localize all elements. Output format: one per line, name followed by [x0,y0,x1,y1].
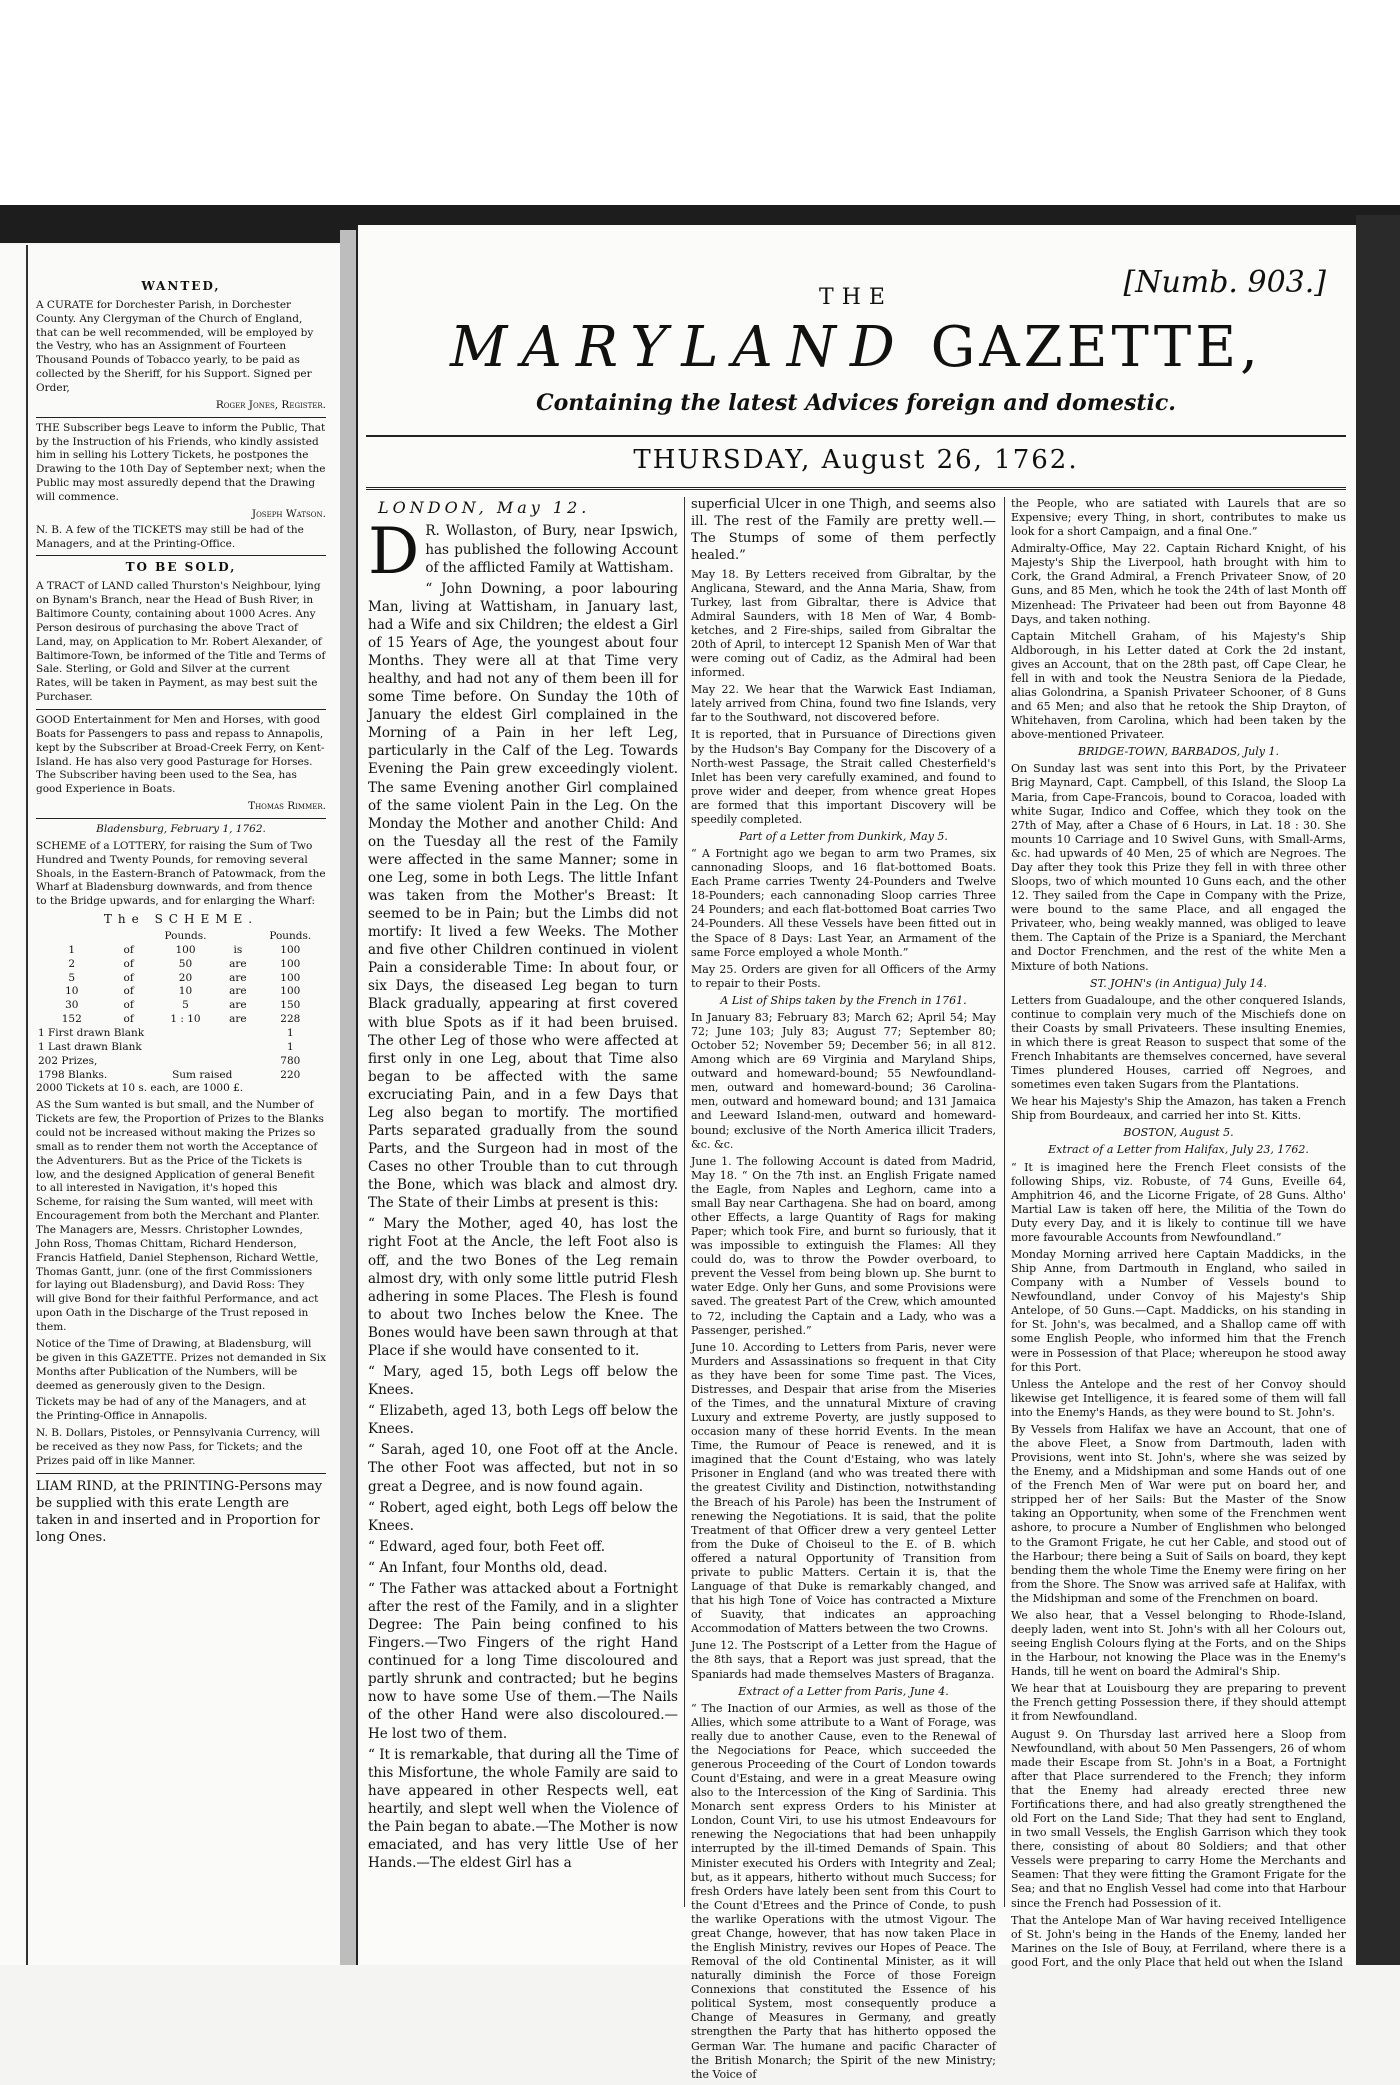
article-paragraph: Monday Morning arrived here Captain Maddicks, in the Ship Anne, from Dartmouth in England, who sailed in Company with a Number of Vessels bound to Newfoundland, under Convoy of his Majesty's Ship Antelope, of 50 Guns.—Capt. Maddicks, on his standing in for St. John's, was becalmed, and a Shallop came off with some English People, who informed him that the French were in Possession of that Place; whereupon he stood away for this Port. [1011,1247,1346,1374]
masthead-double-rule [366,487,1346,490]
to-be-sold-heading: TO BE SOLD, [125,560,237,575]
divider [36,555,326,556]
scheme-amount: 1 : 10 [170,1013,201,1026]
scheme-count: 1 [68,943,76,956]
masthead-rule [366,435,1346,437]
article-paragraph: Letters from Guadaloupe, and the other conquered Islands, continue to complain very much of the Mischiefs done on their Coasts by small Privateers. These insulting Enemies, in which there is great Reason to suspect that some of the French Inhabitants are themselves concerned, have several Times plundered Houses, carried off Negroes, and sometimes even taken Sugars from the Plantations. [1011,993,1346,1092]
divider [36,818,326,819]
scheme-row [36,944,326,958]
article-paragraph: We also hear, that a Vessel belonging to Rhode-Island, deeply laden, went into St. John's with all her Colours out, seeing English Colours flying at the Forts, and on the Ships in the Harbour, not knowing the Place was in the Enemy's Hands, till he went on board the Admiral's Ship. [1011,1608,1346,1679]
scheme-total: 150 [280,999,301,1012]
article-paragraph: June 12. The Postscript of a Letter from the Hague of the 8th says, that a Report was just spread, that the Spaniards had made themselves Masters of Braganza. [691,1639,996,1681]
article-paragraph: the People, who are satiated with Laurels that are so Expensive; every Thing, in short, contributes to make us look for a short Campaign, and a final One.” [1011,497,1346,539]
scheme-last-blank-value: 1 [286,1040,294,1053]
scheme-header-row [36,930,326,944]
masthead-title-maryland: MARYLAND [450,315,909,380]
section-heading: Extract of a Letter from Halifax, July 23, 1762. [1048,1143,1309,1157]
page-top-background [0,0,1400,225]
london-dateline: LONDON, May 12. [378,498,591,517]
article-paragraph: “ Mary the Mother, aged 40, has lost the right Foot at the Ancle, the left Foot also is off, and the two Bones of the Leg remain almost dry, with only some little putrid Flesh adhering in some Places. The Flesh is found to about two Inches below the Knee. The Bones would have been sawn through at that Place if she would have consented to it. [368,1216,678,1359]
scheme-of: of [123,957,134,970]
article-paragraph: That the Antelope Man of War having received Intelligence of St. John's being in the Hands of the Enemy, landed her Marines on the Isle of Bouy, at Ferriland, where there is a good Fort, and the only Place that held out when the Island [1011,1913,1346,1969]
article-paragraph: “ Edward, aged four, both Feet off. [368,1538,605,1555]
ferry-signature: Thomas Rimmer. [248,800,326,813]
wattisham-intro-text: R. Wollaston, of Bury, near Ipswich, has published the following Account of the afflicted Family at Wattisham. [425,523,678,576]
scheme-drawing-notice: Notice of the Time of Drawing, at Bladensburg, will be given in this GAZETTE. Prizes not demanded in Six Months after Publication of the Numbers, will be deemed as generously given to the Design. [36,1337,326,1392]
article-paragraph: June 1. The following Account is dated from Madrid, May 18. “ On the 7th inst. an English Frigate named the Eagle, from Naples and Leghorn, came into a small Bay near Carthagena. She had on board, among other Effects, a large Quantity of Rags for making Paper; which took Fire, and burnt so furiously, that it was impossible to extinguish the Flames: All they could do, was to throw the Powder overboard, to prevent the Vessel from being blown up. She burnt to water Edge. Only her Guns, and some Provisions were saved. The greatest Part of the Crew, which amounted to 72, including the Captain and a Lady, who was a Passenger, perished.” [691,1154,996,1337]
scheme-are: is [233,943,243,956]
scheme-first-blank: 1 First drawn Blank [38,1027,145,1040]
right-page [356,225,1356,2081]
scheme-body: AS the Sum wanted is but small, and the Number of Tickets are few, the Proportion of Prizes to the Blanks could not be increased without making the Prizes so small as to render them not worth the Acceptance of the Adventurers. But as the Price of the Tickets is low, and the designed Application of general Benefit to all interested in Navigation, it's hoped this Scheme, for raising the Sum wanted, will meet with Encouragement from both the Merchant and Planter. The Managers are, Messrs. Christopher Lowndes, John Ross, Thomas Chittam, Richard Henderson, Francis Hatfield, Daniel Stephenson, Richard Wettle, Thomas Gantt, junr. (one of the first Commissioners for laying out Bladensburg), and David Ross: They will give Bond for their faithful Performance, and act upon Oath in the Discharge of the Trust reposed in them. [36,1099,324,1334]
column-1 [368,497,678,1875]
article-paragraph: May 25. Orders are given for all Officers of the Army to repair to their Posts. [691,962,996,990]
scheme-total: 228 [280,1013,301,1026]
article-paragraph: We hear his Majesty's Ship the Amazon, has taken a French Ship from Bourdeaux, and carried her into St. Kitts. [1011,1095,1346,1123]
article-paragraph: “ It is remarkable, that during all the Time of this Misfortune, the whole Family are said to have appeared in other Respects well, eat heartily, and slept well when the Violence of the Pain began to abate.—The Mother is now emaciated, and has very little Use of her Hands.—The eldest Girl has a [368,1746,678,1872]
scheme-are: are [229,957,247,970]
article-paragraph: “ A Fortnight ago we began to arm two Prames, six cannonading Sloops, and 16 flat-bottomed Boats. Each Prame carries Twenty 24-Pounders and Twelve 18-Pounders; each cannonading Sloop carries Three 24 Pounders; and each flat-bottomed Boat carries Two 24-Pounders. All these Vessels have been fitted out in the Space of 8 Days: Last Year, an Armament of the same Force employed a whole Month.” [691,847,996,959]
article-paragraph: May 18. By Letters received from Gibraltar, by the Anglicana, Steward, and the Anna Maria, Shaw, from Turkey, last from Gibraltar, there is Advice that Admiral Saunders, with 18 Men of War, 4 Bomb-ketches, and 2 Fire-ships, sailed from Gibraltar the 20th of April, to intercept 12 Spanish Men of War that were coming out of Cadiz, as the Admiral had been informed. [691,567,996,680]
lottery-nb: N. B. A few of the TICKETS may still be had of the Managers, and at the Printing-Office. [36,523,304,550]
article-paragraph: We hear that at Louisbourg they are preparing to prevent the French getting Possession there, if they should attempt it from Newfoundland. [1011,1682,1346,1724]
section-heading: BRIDGE-TOWN, BARBADOS, July 1. [1078,745,1279,759]
wattisham-intro [368,515,678,590]
article-paragraph: superficial Ulcer in one Thigh, and seems also ill. The rest of the Family are pretty well.—The Stumps of some of them perfectly healed.” [691,497,996,563]
scheme-col-pounds-total: Pounds. [269,930,312,942]
masthead-title [356,315,1356,380]
scheme-total: 100 [280,957,301,970]
scheme-first-blank-value: 1 [286,1027,294,1040]
scheme-of: of [123,971,134,984]
column-rule [684,497,685,1907]
article-paragraph: “ John Downing, a poor labouring Man, living at Wattisham, in January last, had a Wife and six Children; the eldest a Girl of 15 Years of Age, the youngest about four Months. They were all at that Time very healthy, and had not any of them been ill for some Time before. On Sunday the 10th of January the eldest Girl complained in the Morning of a Pain in her left Leg, particularly in the Calf of the Leg. Towards Evening the Pain grew exceedingly violent. The same Evening another Girl complained of the same violent Pain in the Leg. On the Monday the Mother and another Child: And on the Tuesday all the rest of the Family were affected in the same Manner; some in one Leg, some in both Legs. The little Infant was taken from the Mother's Breast: It seemed to be in Pain; but the Limbs did not mortify: It lived a few Weeks. The Mother and five other Children continued in violent Pain a considerable Time: In about four, or six Days, the diseased Leg began to turn Black gradually, appearing at first covered with blue Spots as if it had been bruised. The other Leg of those who were affected at first only in one Leg, about that Time also began to be affected with the same excruciating Pain, and in a few Days that Leg also began to mortify. The mortified Parts separated gradually from the sound Parts, and the Surgeon had in most of the Cases no other Trouble than to cut through the Bone, which was black and almost dry. The State of their Limbs at present is this: [368,580,678,1212]
masthead-subtitle: Containing the latest Advices foreign and domestic. [536,390,1176,416]
left-page [0,245,343,1965]
article-paragraph: “ The Father was attacked about a Fortnight after the rest of the Family, and in a slighter Degree: The Pain being confined to his Fingers.—Two Fingers of the right Hand continued for a long Time discoloured and partly shrunk and contracted; but he begins now to have some Use of them.—The Nails of the other Hand were also discoloured.—He lost two of them. [368,1580,678,1742]
scheme-row [36,958,326,972]
section-heading: BOSTON, August 5. [1123,1126,1234,1140]
scheme-row [36,1041,326,1055]
article-paragraph: “ It is imagined here the French Fleet consists of the following Ships, viz. Robuste, of 74 Guns, Eveille 64, Amphitrion 46, and the Licorne Frigate, of 28 Guns. Altho' Martial Law is taken off here, the Militia of the Town do Duty every Day, and it is likely to continue till we have more favourable Accounts from Newfoundland.” [1011,1160,1346,1244]
article-paragraph: “ Robert, aged eight, both Legs off below the Knees. [368,1499,678,1534]
land-sale-ad: A TRACT of LAND called Thurston's Neighbour, lying on Bynam's Branch, near the Head of Bush River, in Baltimore County, containing about 1000 Acres. Any Person desirous of purchasing the above Tract of Land, may, on Application to Mr. Robert Alexander, of Baltimore-Town, be informed of the Title and Terms of Sale. Sterling, or Gold and Silver at the current Rates, will be taken in Payment, as may best suit the Purchaser. [36,580,326,704]
scheme-dateline: Bladensburg, February 1, 1762. [96,823,266,836]
book-gutter [340,230,356,1965]
section-heading: Part of a Letter from Dunkirk, May 5. [739,829,948,843]
article-paragraph: “ An Infant, four Months old, dead. [368,1559,608,1576]
scheme-amount: 10 [178,985,193,998]
scheme-row [36,972,326,986]
scheme-row [36,1055,326,1069]
scheme-amount: 20 [178,971,193,984]
scheme-raised-label: Sum raised [172,1068,233,1081]
scheme-are: are [229,985,247,998]
column-2 [691,497,996,2085]
column-rule [1004,497,1005,1907]
section-heading: Extract of a Letter from Paris, June 4. [738,1684,949,1698]
printer-imprint: LIAM RIND, at the PRINTING-Persons may be supplied with this erate Length are taken in and inserted and in Proportion for long Ones. [36,1478,323,1546]
scheme-are: are [229,1013,247,1026]
article-paragraph: In January 83; February 83; March 62; April 54; May 72; June 103; July 83; August 77; September 80; October 52; November 59; December 56; in all 812. Among which are 69 Virginia and Maryland Ships, outward and homeward-bound; 55 Newfoundland-men, outward and homeward-bound; 36 Carolina-men, outward and homeward bound; and 131 Jamaica and Leeward Island-men, outward and homeward-bound; exclusive of the North America illicit Traders, &c. &c. [691,1010,996,1151]
article-paragraph: May 22. We hear that the Warwick East Indiaman, lately arrived from China, found two fine Islands, very far to the Southward, not discovered before. [691,683,996,725]
scheme-row [36,1069,326,1083]
scheme-prizes: 202 Prizes, [38,1054,98,1067]
scheme-last-blank: 1 Last drawn Blank [38,1040,142,1053]
wanted-ad: A CURATE for Dorchester Parish, in Dorchester County. Any Clergyman of the Church of England, that can be well recommended, will be employed by the Vestry, who has an Assignment of Fourteen Thousand Pounds of Tobacco yearly, to be paid as collected by the Sheriff, for his Support. Signed per Order, [36,298,314,394]
divider [36,709,326,710]
scheme-row [36,1013,326,1027]
scheme-table [36,930,326,1082]
left-page-cut-margin [0,245,28,1965]
article-paragraph: “ Sarah, aged 10, one Foot off at the Ancle. The other Foot was affected, but not in so great a Degree, and is now found again. [368,1442,678,1495]
wanted-signature: Roger Jones, Register. [215,398,326,411]
scheme-row [36,985,326,999]
article-paragraph: “ The Inaction of our Armies, as well as those of the Allies, which some attribute to a Want of Forage, was really due to another Cause, even to the Renewal of the Negociations for Peace, which succeeded the generous Proceeding of the Court of London towards Count d'Estaing, and were in a great Measure owing also to the Intercession of the King of Sardinia. This Monarch sent express Orders to his Minister at London, Count Viri, to use his utmost Endeavours for renewing the Negociations that had been unhappily interrupted by the ill-timed Demands of Spain. This Minister executed his Orders with Integrity and Zeal; but, as it appears, hitherto without much Success; for fresh Orders have lately been sent from this Court to the Count d'Etrees and the Prince of Conde, to push the warlike Operations with the utmost Vigour. The great Change, however, that has now taken Place in the English Ministry, revives our Hopes of Peace. The Removal of the old Continental Minister, as it will naturally diminish the Force of those Foreign Connexions that constituted the Essence of his political System, most consequently produce a Change of Measures in Germany, and greatly strengthen the Party that has hitherto opposed the German War. The humane and pacific Character of the British Monarch; the Spirit of the new Ministry; the Voice of [691,1701,996,2081]
divider [36,417,326,418]
article-paragraph: June 10. According to Letters from Paris, never were Murders and Assassinations so frequent in that City as they have been for some Time past. The Vices, Distresses, and Despair that arise from the Miseries of the Times, and the unnatural Mixture of craving Luxury and extreme Poverty, are justly supposed to occasion many of these horrid Events. In the mean Time, the Rumour of Peace is renewed, and it is imagined that the Count d'Estaing, who was lately Prisoner in England (and who was treated there with the greatest Civility and Distinction, notwithstanding the Breach of his Parole) has been the Instrument of renewing the Negotiations. It is said, that the polite Treatment of that Officer drew a very genteel Letter from the Duke of Choiseul to the E. of B. which offered a natural Opportunity of Transition from private to public Matters. Certain it is, that the Language of that Duke is remarkably changed, and that his high Tone of Voice has contracted a Mixture of Suavity, that indicates an approaching Accommodation of Matters between the two Crowns. [691,1340,996,1636]
drop-cap: D [368,515,420,590]
scheme-tickets-line: 2000 Tickets at 10 s. each, are 1000 £. [36,1082,244,1095]
article-paragraph: August 9. On Thursday last arrived here a Sloop from Newfoundland, with about 50 Men Passengers, 26 of whom made their Escape from St. John's in a Boat, a Fortnight after that Place surrendered to the French; they inform that the Enemy had already erected three new Fortifications there, and had also greatly strengthened the old Fort on the Land Side; That they had sent to England, in two small Vessels, the English Garrison which they took there, consisting of about 80 Soldiers; and that other Vessels were preparing to carry Home the Merchants and Seamen: That they were fitting the Gramont Frigate for the Sea; and that no English Vessel had come into that Harbour since the French had Possession of it. [1011,1727,1346,1910]
scheme-col-pounds: Pounds. [164,930,207,942]
scheme-blanks: 1798 Blanks. [38,1068,108,1081]
scheme-of: of [123,985,134,998]
scheme-count: 152 [61,1013,82,1026]
scheme-total: 100 [280,985,301,998]
divider [36,1473,326,1474]
article-paragraph: It is reported, that in Pursuance of Directions given by the Hudson's Bay Company for the Discovery of a North-west Passage, the Strait called Chesterfield's Inlet has been very carefully examined, and found to prove wider and deeper, from whence great Hopes are formed that this important Discovery will be speedily completed. [691,728,996,826]
masthead-the: THE [819,285,893,310]
book-fore-edge [1356,215,1400,1965]
scheme-row [36,999,326,1013]
masthead-title-gazette: GAZETTE, [930,315,1262,380]
scheme-row [36,1027,326,1041]
article-paragraph: By Vessels from Halifax we have an Account, that one of the above Fleet, a Snow from Dartmouth, laden with Provisions, went into St. John's, where she was seized by the Enemy, and a Midshipman and some Hands out of one of the French Men of War were put on board her, and stripped her of her Sails: But the Master of the Snow taking an Opportunity, when some of the Frenchmen went ashore, to procure a Number of Englishmen who belonged to the Gramont Frigate, he cut her Cable, and stood out of the Harbour; there being a Suit of Sails on board, they kept bending them the whole Time the Enemy were firing on her from the Shore. The Snow was arrived safe at Halifax, with the Midshipman and some of the Frenchmen on board. [1011,1422,1346,1605]
scheme-amount: 5 [182,999,189,1012]
article-paragraph: “ Elizabeth, aged 13, both Legs off below the Knees. [368,1403,678,1438]
scheme-count: 5 [68,971,76,984]
scheme-are: are [229,971,247,984]
scheme-count: 30 [65,999,79,1012]
left-page-column [36,275,326,1549]
ferry-ad: GOOD Entertainment for Men and Horses, with good Boats for Passengers to pass and repass to Annapolis, kept by the Subscriber at Broad-Creek Ferry, on Kent-Island. He has also very good Pasturage for Horses. The Subscriber having been used to the Sea, has good Experience in Boats. [36,714,325,796]
article-paragraph: Unless the Antelope and the rest of her Convoy should likewise get Intelligence, it is feared some of them will fall into the Enemy's Hands, as they were bound to St. John's. [1011,1377,1346,1419]
scheme-amount: 50 [178,957,193,970]
scheme-intro: SCHEME of a LOTTERY, for raising the Sum of Two Hundred and Twenty Pounds, for removing several Shoals, in the Eastern-Branch of Patowmack, from the Wharf at Bladensburg downwards, and from thence to the Bridge upwards, and for enlarging the Wharf: [36,839,326,908]
issue-number: [Numb. 903.] [1123,265,1326,300]
lottery-signature: Joseph Watson. [251,507,326,520]
scheme-nb: N. B. Dollars, Pistoles, or Pennsylvania Currency, will be received as they now Pass, for Tickets; and the Prizes paid off in like Manner. [36,1427,320,1467]
scheme-of: of [123,1013,134,1026]
scheme-amount: 100 [175,943,196,956]
wanted-heading: WANTED, [141,279,221,293]
scheme-prizes-value: 780 [280,1054,301,1067]
scheme-of: of [123,999,134,1012]
scheme-count: 10 [65,985,79,998]
issue-date: THURSDAY, August 26, 1762. [633,445,1079,475]
scheme-total: 100 [280,943,301,956]
lottery-postpone-notice: THE Subscriber begs Leave to inform the Public, That by the Instruction of his Friends, who kindly assisted him in selling his Lottery Tickets, he postpones the Drawing to the 10th Day of September next; when the Public may most assuredly depend that the Drawing will commence. [36,421,326,503]
article-paragraph: Captain Mitchell Graham, of his Majesty's Ship Aldborough, in his Letter dated at Cork the 2d instant, gives an Account, that on the 28th past, off Cape Clear, he fell in with and took the Neustra Seniora de la Piedade, alias Golondrina, a Spanish Privateer Schooner, of 8 Guns and 65 Men; and also that he retook the Ship Drayton, of Whitehaven, from Carolina, which had been taken by the above-mentioned Privateer. [1011,629,1346,742]
section-heading: A List of Ships taken by the French in 1761. [720,993,967,1007]
article-paragraph: Admiralty-Office, May 22. Captain Richard Knight, of his Majesty's Ship the Liverpool, hath brought with him to Cork, the Grand Admiral, a French Privateer Snow, of 20 Guns, and 85 Men, which he took the 24th of last Month off Mizenhead: The Privateer had been out from Bayonne 48 Days, and taken nothing. [1011,542,1346,626]
section-heading: ST. JOHN's (in Antigua) July 14. [1089,976,1268,990]
scheme-title: The SCHEME. [103,912,259,927]
scheme-count: 2 [68,957,76,970]
article-paragraph: “ Mary, aged 15, both Legs off below the Knees. [368,1364,678,1399]
scheme-total: 100 [280,971,301,984]
scheme-raised-value: 220 [280,1068,301,1081]
scheme-are: are [229,999,247,1012]
scheme-tickets-available: Tickets may be had of any of the Managers, and at the Printing-Office in Annapolis. [36,1396,307,1423]
scheme-of: of [123,943,134,956]
column-3 [1011,497,1346,1973]
article-paragraph: On Sunday last was sent into this Port, by the Privateer Brig Maynard, Capt. Campbell, of this Island, the Sloop La Maria, from Cape-Francois, bound to Coracoa, loaded with white Sugar, Indico and Coffee, which they took on the 27th of May, after a Chase of 6 Hours, in Lat. 18 : 30. She mounts 10 Carriage and 10 Swivel Guns, with Small-Arms, &c. had upwards of 40 Men, 25 of which are Negroes. The Day after they took this Prize they fell in with three other Sloops, two of which mounted 10 Guns each, and the other 12. They sailed from the Cape in Company with the Prize, were bound to the same Place, and all engaged the Privateer, who, being weakly manned, was obliged to leave them. The Captain of the Prize is a Spaniard, the Merchant and Doctor Frenchmen, and the rest of the white Men a Mixture of both Nations. [1011,762,1346,973]
